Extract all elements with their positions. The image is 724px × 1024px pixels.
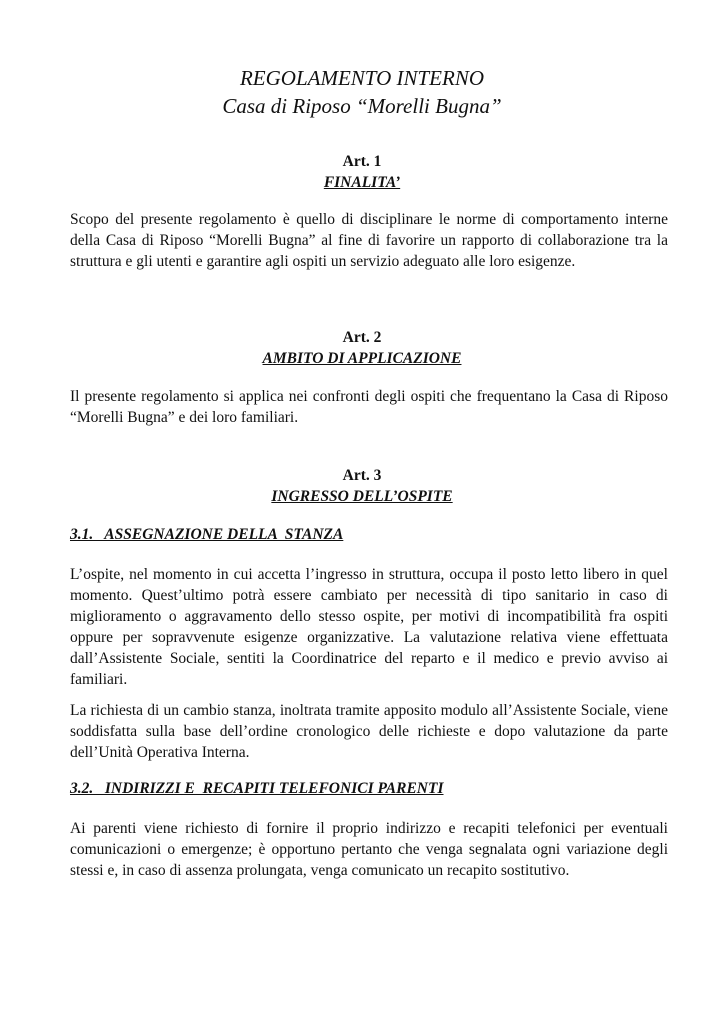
document-title: REGOLAMENTO INTERNO — [239, 66, 485, 90]
article-2-heading: AMBITO DI APPLICAZIONE — [262, 350, 462, 367]
article-3-number: Art. 3 — [342, 467, 382, 484]
section-3-1-heading: 3.1. ASSEGNAZIONE DELLA STANZA — [70, 526, 344, 543]
article-3-heading: INGRESSO DELL’OSPITE — [271, 488, 453, 505]
article-1-number: Art. 1 — [342, 153, 382, 170]
section-3-1-paragraph-1: L’ospite, nel momento in cui accetta l’ingresso in struttura, occupa il posto letto libero in quel momento. Quest’ultimo potrà essere cambiato per necessità di tipo sanitario in caso di miglioramento o aggravamento dello stesso ospite, per motivi di incompatibilità fra ospiti oppure per sopravvenute esigenze organizzative. La valutazione relativa viene effettuata dall’Assistente Sociale, sentiti la Coordinatrice del reparto e il medico e previo avviso ai familiari. — [70, 566, 668, 688]
article-2-header — [0, 327, 724, 369]
section-3-2-heading: 3.2. INDIRIZZI E RECAPITI TELEFONICI PARENTI — [70, 780, 444, 797]
section-3-1-paragraph-2: La richiesta di un cambio stanza, inoltrata tramite apposito modulo all’Assistente Sociale, viene soddisfatta sulla base dell’ordine cronologico delle richieste e dopo valutazione da parte dell’Unità Operativa Interna. — [70, 702, 668, 761]
section-3-2-paragraph-1: Ai parenti viene richiesto di fornire il proprio indirizzo e recapiti telefonici per eventuali comunicazioni o emergenze; è opportuno pertanto che venga segnalata ogni variazione degli stessi e, in caso di assenza prolungata, venga comunicato un recapito sostitutivo. — [70, 820, 668, 879]
title-block — [0, 64, 724, 120]
article-3-header — [0, 465, 724, 507]
article-2-paragraph: Il presente regolamento si applica nei confronti degli ospiti che frequentano la Casa di Riposo “Morelli Bugna” e dei loro familiari. — [70, 388, 668, 426]
article-1-heading: FINALITA’ — [323, 174, 401, 191]
document-subtitle: Casa di Riposo “Morelli Bugna” — [222, 94, 502, 118]
article-1-paragraph: Scopo del presente regolamento è quello di disciplinare le norme di comportamento interne della Casa di Riposo “Morelli Bugna” al fine di favorire un rapporto di collaborazione tra la struttura e gli utenti e garantire agli ospiti un servizio adeguato alle loro esigenze. — [70, 211, 668, 270]
article-2-number: Art. 2 — [342, 329, 382, 346]
article-1-header — [0, 151, 724, 193]
